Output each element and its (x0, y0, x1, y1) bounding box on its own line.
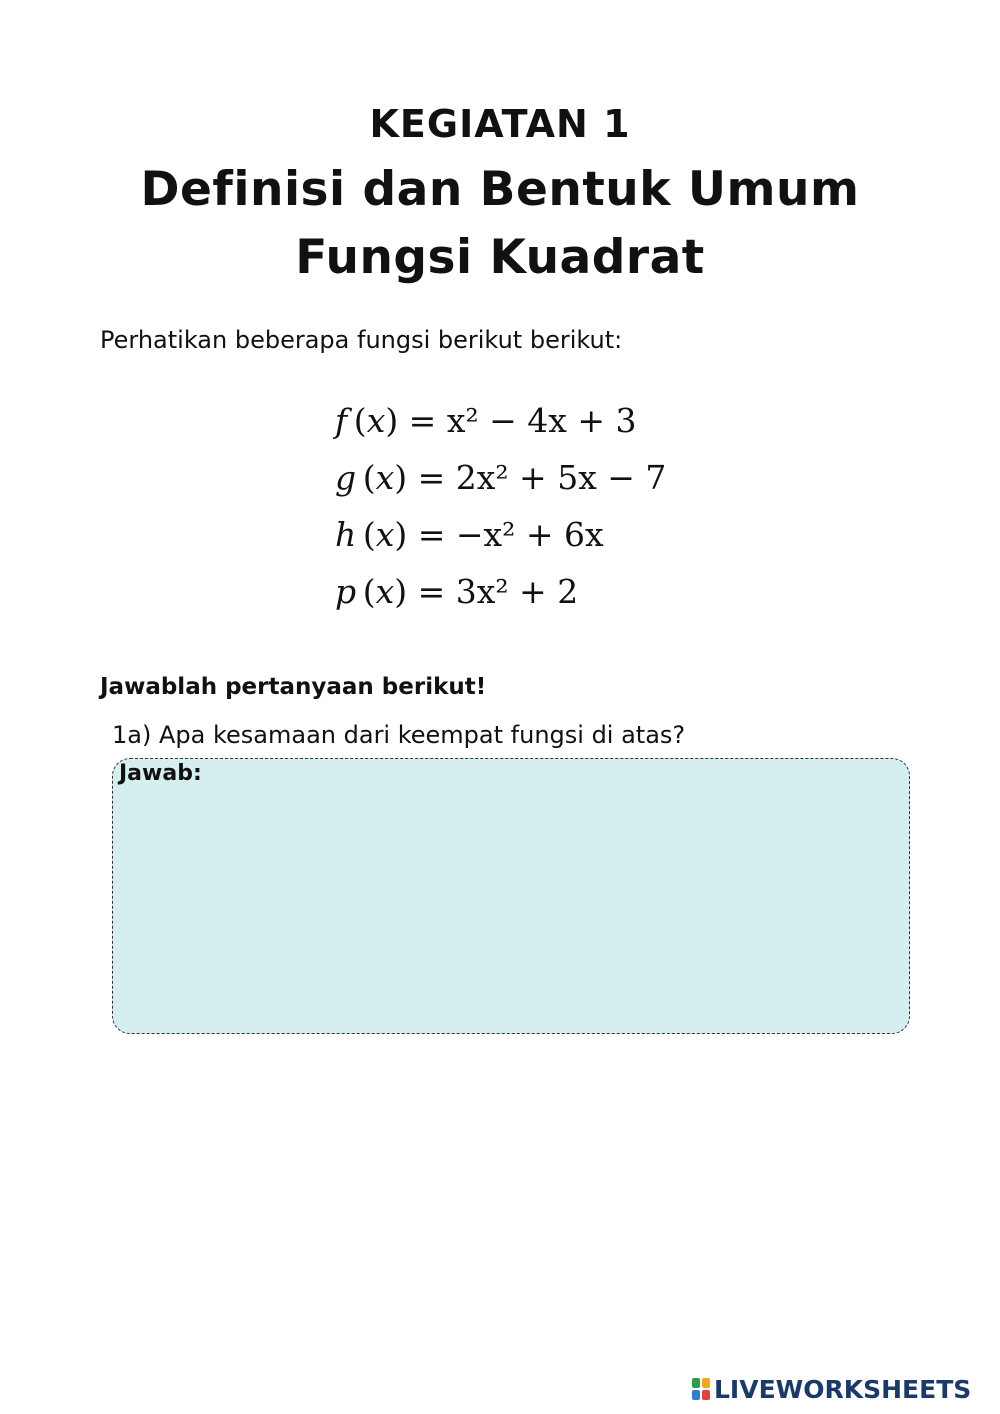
answer-label: Jawab: (119, 761, 202, 786)
function-name: g (335, 458, 357, 497)
logo-grid-icon (692, 1378, 710, 1400)
question-1a (112, 721, 685, 749)
equation-g: g (x) = 2x² + 5x − 7 (335, 458, 667, 497)
page-title-line-1: Definisi dan Bentuk Umum (140, 162, 860, 217)
equation-rhs: 3x² + 2 (455, 572, 579, 611)
question-number: 1a) (112, 721, 152, 749)
function-name: f (335, 401, 348, 440)
activity-label: KEGIATAN 1 (369, 102, 631, 146)
intro-text: Perhatikan beberapa fungsi berikut berikut: (100, 326, 623, 354)
equation-rhs: x² − 4x + 3 (446, 401, 637, 440)
equation-rhs: 2x² + 5x − 7 (455, 458, 667, 497)
equation-list (335, 392, 666, 620)
liveworksheets-logo (692, 1374, 971, 1404)
question-text: Apa kesamaan dari keempat fungsi di atas? (158, 721, 686, 749)
equation-f: f (x) = x² − 4x + 3 (335, 401, 637, 440)
instruction-heading: Jawablah pertanyaan berikut! (100, 674, 487, 700)
logo-square-green (692, 1378, 700, 1388)
page-title-line-2: Fungsi Kuadrat (295, 230, 705, 285)
equation-rhs: −x² + 6x (455, 515, 604, 554)
logo-square-blue (692, 1390, 700, 1400)
equation-h: h (x) = −x² + 6x (335, 515, 604, 554)
logo-square-red (702, 1390, 710, 1400)
equation-p: p (x) = 3x² + 2 (335, 572, 579, 611)
function-name: p (335, 572, 357, 611)
function-name: h (335, 515, 357, 554)
answer-input-box[interactable] (112, 758, 910, 1034)
logo-square-orange (702, 1378, 710, 1388)
logo-text: LIVEWORKSHEETS (714, 1374, 972, 1404)
